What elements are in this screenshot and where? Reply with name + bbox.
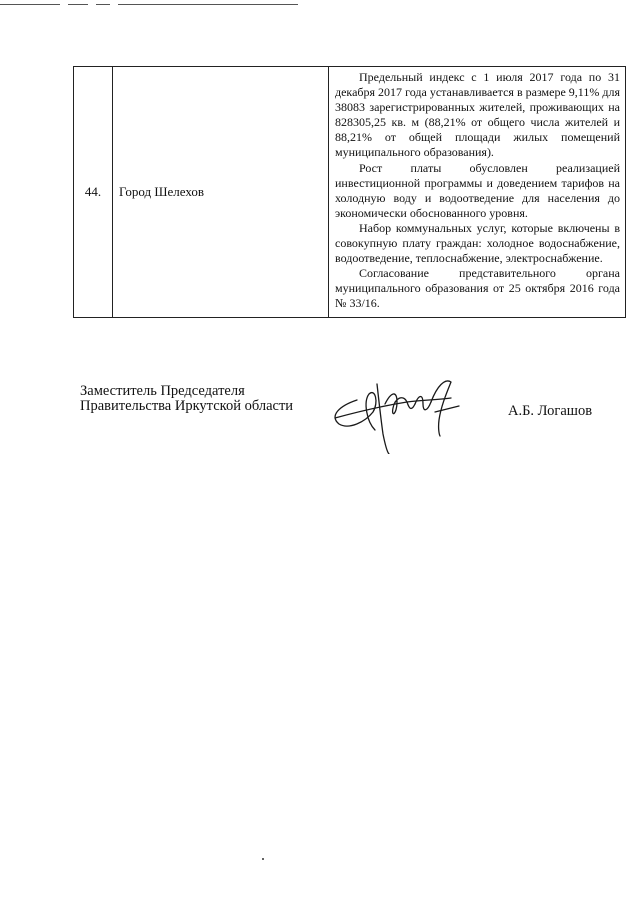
scan-speck <box>262 858 264 860</box>
signatory-title-line: Заместитель Председателя <box>80 383 245 399</box>
tariff-table <box>73 66 626 318</box>
signatory-title-line: Правительства Иркутской области <box>80 398 294 414</box>
description-paragraph: Набор коммунальных услуг, которые включены в совокупную плату граждан: холодное водоснабжение, водоотведение, теплоснабжение, электроснабжение. <box>335 220 620 266</box>
description-paragraph: Согласование представительного органа муниципального образования от 25 октября 2016 года № 33/16. <box>335 266 620 311</box>
signatory-title <box>80 384 293 414</box>
table-row <box>74 67 626 318</box>
signer-name: А.Б. Логашов <box>508 403 593 419</box>
handwritten-signature <box>327 372 467 454</box>
row-description <box>329 67 626 318</box>
row-number: 44. <box>74 67 113 318</box>
municipality-name: Город Шелехов <box>113 67 329 318</box>
scan-artifact <box>0 4 300 7</box>
description-paragraph: Рост платы обусловлен реализацией инвестиционной программы и доведением тарифов на холодную воду и водоотведение для населения до экономически обоснованного уровня. <box>335 160 620 220</box>
description-paragraph: Предельный индекс с 1 июля 2017 года по 31 декабря 2017 года устанавливается в размере 9,11% для 38083 зарегистрированных жителей, проживающих на 828305,25 кв. м (88,21% от общего числа жителей и 88,21% от общей площади жилых помещений муниципального образования). <box>335 70 620 160</box>
